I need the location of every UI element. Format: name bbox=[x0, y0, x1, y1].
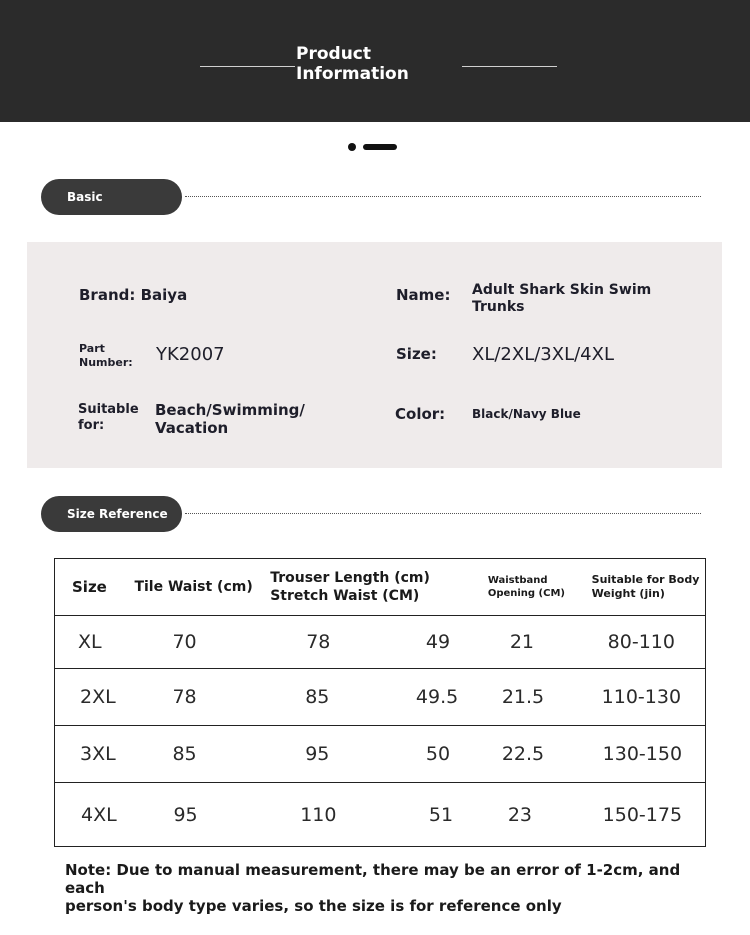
size-label: Size: bbox=[396, 345, 437, 363]
table-row bbox=[55, 669, 706, 726]
size-table bbox=[54, 558, 706, 847]
table-row bbox=[55, 783, 706, 847]
suitable-value bbox=[155, 401, 305, 437]
indicator-dash bbox=[363, 144, 397, 150]
name-value-line-2: Trunks bbox=[472, 299, 525, 315]
size-value: XL/2XL/3XL/4XL bbox=[472, 344, 614, 365]
header-tile-waist: Tile Waist (cm) bbox=[132, 559, 270, 616]
part-number-label bbox=[79, 342, 133, 370]
cell-waistband: 22.5 bbox=[488, 726, 592, 783]
header-size: Size bbox=[55, 559, 133, 616]
cell-weight: 80-110 bbox=[592, 616, 706, 669]
name-value bbox=[472, 282, 651, 316]
title-line-1: Product bbox=[296, 44, 371, 64]
cell-stretch-waist: 49 bbox=[416, 616, 488, 669]
cell-waistband: 21.5 bbox=[488, 669, 592, 726]
suitable-label bbox=[78, 402, 139, 434]
cell-size: XL bbox=[55, 616, 133, 669]
cell-tile-waist: 70 bbox=[132, 616, 270, 669]
cell-size: 4XL bbox=[55, 783, 133, 847]
cell-stretch-waist: 49.5 bbox=[416, 669, 488, 726]
header-waistband bbox=[488, 559, 592, 616]
header-stretch-waist: Stretch Waist (CM) bbox=[270, 588, 420, 604]
header-rule-left bbox=[200, 66, 295, 67]
header-banner bbox=[0, 0, 750, 122]
cell-weight: 130-150 bbox=[592, 726, 706, 783]
cell-waistband: 23 bbox=[488, 783, 592, 847]
cell-stretch-waist: 51 bbox=[416, 783, 488, 847]
header-trouser-length: Trouser Length (cm) bbox=[270, 570, 430, 586]
suitable-value-line-1: Beach/Swimming/ bbox=[155, 401, 305, 419]
header-suitable-line-2: Weight (jin) bbox=[591, 587, 665, 600]
title-line-2: Information bbox=[296, 64, 409, 84]
header-rule-right bbox=[462, 66, 557, 67]
cell-trouser-length: 78 bbox=[270, 616, 416, 669]
cell-trouser-length: 95 bbox=[270, 726, 416, 783]
note-line-2: person's body type varies, so the size is for reference only bbox=[65, 897, 562, 915]
name-value-line-1: Adult Shark Skin Swim bbox=[472, 282, 652, 298]
cell-tile-waist: 85 bbox=[132, 726, 270, 783]
header-waistband-line-2: Opening (CM) bbox=[487, 588, 565, 599]
table-row bbox=[55, 616, 706, 669]
part-number-value: YK2007 bbox=[156, 344, 225, 365]
note-line-1: Note: Due to manual measurement, there may be an error of 1-2cm, and each bbox=[65, 861, 681, 897]
indicator-dot bbox=[348, 143, 356, 151]
cell-stretch-waist: 50 bbox=[416, 726, 488, 783]
cell-trouser-length: 110 bbox=[270, 783, 416, 847]
header-length-stretch bbox=[270, 559, 488, 616]
size-reference-divider bbox=[185, 513, 701, 514]
size-table-header-row bbox=[55, 559, 706, 616]
basic-info-pill: Basic information bbox=[41, 179, 182, 215]
header-waistband-line-1: Waistband bbox=[487, 575, 548, 586]
cell-size: 3XL bbox=[55, 726, 133, 783]
cell-waistband: 21 bbox=[488, 616, 592, 669]
basic-info-divider bbox=[185, 196, 701, 197]
brand-text: Brand: Baiya bbox=[79, 286, 188, 304]
color-label: Color: bbox=[395, 405, 446, 423]
header-suitable-weight bbox=[592, 559, 706, 616]
cell-size: 2XL bbox=[55, 669, 133, 726]
cell-weight: 150-175 bbox=[592, 783, 706, 847]
suitable-value-line-2: Vacation bbox=[155, 419, 229, 437]
measurement-note bbox=[65, 861, 705, 915]
part-label-line-1: Part bbox=[79, 342, 105, 355]
name-label: Name: bbox=[396, 286, 451, 304]
header-suitable-line-1: Suitable for Body bbox=[591, 573, 700, 586]
cell-tile-waist: 78 bbox=[132, 669, 270, 726]
page-title bbox=[296, 44, 436, 84]
cell-weight: 110-130 bbox=[592, 669, 706, 726]
basic-info-panel bbox=[27, 242, 722, 468]
color-value: Black/Navy Blue bbox=[472, 407, 581, 421]
suitable-label-line-1: Suitable bbox=[78, 402, 139, 417]
part-label-line-2: Number: bbox=[79, 356, 133, 369]
cell-trouser-length: 85 bbox=[270, 669, 416, 726]
suitable-label-line-2: for: bbox=[78, 418, 105, 433]
table-row bbox=[55, 726, 706, 783]
cell-tile-waist: 95 bbox=[132, 783, 270, 847]
size-reference-pill: Size Reference bbox=[41, 496, 182, 532]
